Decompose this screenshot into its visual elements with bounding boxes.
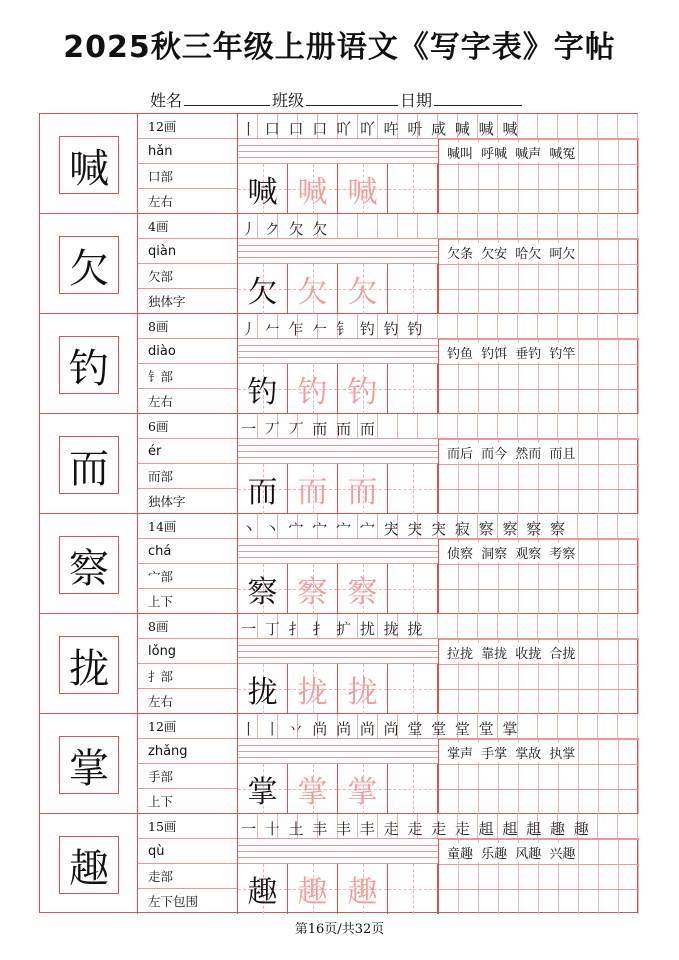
pinyin: hǎn bbox=[138, 139, 237, 164]
char-row bbox=[40, 714, 639, 814]
vocab-words: 而后 而今 然而 而且 bbox=[445, 443, 577, 462]
grid-cell-blank[interactable] bbox=[388, 664, 438, 714]
grid-cell-model: 钓 bbox=[238, 364, 288, 414]
grid-cell-trace[interactable]: 察 bbox=[338, 564, 388, 614]
char-row bbox=[40, 614, 639, 714]
stroke-order: 丿 ク 欠 欠 bbox=[241, 220, 330, 238]
structure: 独体字 bbox=[148, 294, 186, 309]
stroke-order: 丶 丶 宀 宀 宀 宀 宊 宊 宊 寂 察 察 察 察 bbox=[241, 520, 567, 538]
tian-grid bbox=[238, 664, 438, 714]
structure: 上下 bbox=[148, 794, 174, 809]
model-char-cell bbox=[40, 714, 138, 813]
radical: 口部 bbox=[138, 164, 237, 189]
stroke-order-bar bbox=[238, 514, 639, 539]
grid-cell-model: 而 bbox=[238, 464, 288, 514]
grid-cell-blank[interactable] bbox=[388, 264, 438, 314]
grid-cell-trace[interactable]: 拢 bbox=[288, 664, 338, 714]
practice-area bbox=[238, 814, 639, 914]
page-number: 第16页/共32页 bbox=[294, 922, 385, 937]
grid-cell-trace[interactable]: 而 bbox=[288, 464, 338, 514]
stroke-count: 12画 bbox=[138, 114, 237, 139]
radical: 走部 bbox=[138, 864, 237, 889]
model-char-cell bbox=[40, 114, 138, 213]
grid-cell-trace[interactable]: 欠 bbox=[338, 264, 388, 314]
vocab-words: 拉拢 靠拢 收拢 合拢 bbox=[445, 643, 577, 662]
pinyin-lines bbox=[238, 439, 438, 464]
model-char: 察 bbox=[59, 536, 119, 594]
model-char: 钓 bbox=[59, 336, 119, 394]
class-label: 班级 bbox=[272, 91, 305, 110]
grid-cell-blank[interactable] bbox=[388, 364, 438, 414]
char-info bbox=[138, 614, 238, 713]
practice-sheet bbox=[39, 113, 638, 913]
stroke-order: 丨 丨 丷 尚 尚 尚 尚 堂 堂 堂 堂 掌 bbox=[241, 720, 520, 738]
grid-cell-trace[interactable]: 掌 bbox=[288, 764, 338, 814]
stroke-order-bar bbox=[238, 214, 639, 239]
model-char: 欠 bbox=[59, 236, 119, 294]
tian-grid bbox=[238, 264, 438, 314]
structure: 左下包围 bbox=[148, 894, 199, 909]
stroke-order: 一 十 土 丰 丰 丰 走 走 走 走 趄 趄 趄 趣 趣 bbox=[241, 820, 591, 838]
char-info bbox=[138, 714, 238, 813]
vocab-words: 钓鱼 钓饵 垂钓 钓竿 bbox=[445, 343, 577, 362]
model-char: 而 bbox=[59, 436, 119, 494]
page-title: 2025秋三年级上册语文《写字表》字帖 bbox=[63, 30, 616, 65]
grid-cell-model: 喊 bbox=[238, 164, 288, 214]
tian-grid bbox=[238, 764, 438, 814]
grid-cell-trace[interactable]: 趣 bbox=[288, 864, 338, 914]
char-row bbox=[40, 414, 639, 514]
radical: 欠部 bbox=[138, 264, 237, 289]
vocab-words: 喊叫 呼喊 喊声 喊冤 bbox=[445, 143, 577, 162]
model-char-cell bbox=[40, 614, 138, 713]
tian-grid bbox=[238, 164, 438, 214]
pinyin: qù bbox=[138, 839, 237, 864]
structure: 左右 bbox=[148, 194, 174, 209]
stroke-count: 14画 bbox=[138, 514, 237, 539]
structure: 左右 bbox=[148, 394, 174, 409]
grid-cell-trace[interactable]: 喊 bbox=[338, 164, 388, 214]
pinyin-lines bbox=[238, 339, 438, 364]
tian-grid bbox=[238, 564, 438, 614]
char-row bbox=[40, 314, 639, 414]
stroke-order-bar bbox=[238, 814, 639, 839]
pinyin-lines bbox=[238, 739, 438, 764]
pinyin-lines bbox=[238, 239, 438, 264]
grid-cell-blank[interactable] bbox=[388, 764, 438, 814]
practice-area bbox=[238, 214, 639, 313]
date-label: 日期 bbox=[400, 91, 433, 110]
stroke-order: 丿 𠂉 乍 𠂉 钅 钓 钓 钓 bbox=[241, 320, 425, 338]
vocab-area bbox=[438, 839, 639, 914]
tian-grid bbox=[238, 364, 438, 414]
model-char: 喊 bbox=[59, 136, 119, 194]
grid-cell-blank[interactable] bbox=[388, 564, 438, 614]
pinyin-lines bbox=[238, 839, 438, 864]
stroke-count: 12画 bbox=[138, 714, 237, 739]
grid-cell-trace[interactable]: 掌 bbox=[338, 764, 388, 814]
practice-area bbox=[238, 614, 639, 713]
vocab-words: 侦察 洞察 观察 考察 bbox=[445, 543, 577, 562]
practice-area bbox=[238, 714, 639, 813]
grid-cell-trace[interactable]: 察 bbox=[288, 564, 338, 614]
stroke-order-bar bbox=[238, 314, 639, 339]
char-info bbox=[138, 214, 238, 313]
char-info bbox=[138, 314, 238, 413]
model-char: 趣 bbox=[59, 836, 119, 894]
structure: 上下 bbox=[148, 594, 174, 609]
char-info bbox=[138, 514, 238, 613]
name-label: 姓名 bbox=[150, 91, 183, 110]
pinyin: chá bbox=[138, 539, 237, 564]
grid-cell-model: 掌 bbox=[238, 764, 288, 814]
stroke-count: 6画 bbox=[138, 414, 237, 439]
grid-cell-blank[interactable] bbox=[388, 164, 438, 214]
vocab-area bbox=[438, 439, 639, 514]
pinyin: qiàn bbox=[138, 239, 237, 264]
vocab-area bbox=[438, 739, 639, 814]
stroke-order: 一 丁 扌 扌 扩 扰 拢 拢 bbox=[241, 620, 425, 638]
model-char-cell bbox=[40, 514, 138, 613]
grid-cell-model: 察 bbox=[238, 564, 288, 614]
tian-grid bbox=[238, 864, 438, 914]
vocab-area bbox=[438, 139, 639, 214]
name-blank[interactable] bbox=[184, 91, 270, 106]
stroke-order-bar bbox=[238, 414, 639, 439]
pinyin-lines bbox=[238, 639, 438, 664]
model-char: 掌 bbox=[59, 736, 119, 794]
vocab-area bbox=[438, 639, 639, 714]
radical: 而部 bbox=[138, 464, 237, 489]
pinyin-lines bbox=[238, 139, 438, 164]
radical: 宀部 bbox=[138, 564, 237, 589]
char-info bbox=[138, 114, 238, 213]
stroke-order-bar bbox=[238, 114, 639, 139]
grid-cell-model: 欠 bbox=[238, 264, 288, 314]
grid-cell-trace[interactable]: 钓 bbox=[338, 364, 388, 414]
practice-area bbox=[238, 514, 639, 613]
practice-area bbox=[238, 314, 639, 413]
practice-area bbox=[238, 414, 639, 513]
char-info bbox=[138, 814, 238, 914]
pinyin: zhǎng bbox=[138, 739, 237, 764]
pinyin: lǒng bbox=[138, 639, 237, 664]
stroke-count: 15画 bbox=[138, 814, 237, 839]
vocab-words: 掌声 手掌 掌故 执掌 bbox=[445, 743, 577, 762]
vocab-words: 欠条 欠安 哈欠 呵欠 bbox=[445, 243, 577, 262]
grid-cell-trace[interactable]: 喊 bbox=[288, 164, 338, 214]
grid-cell-trace[interactable]: 钓 bbox=[288, 364, 338, 414]
stroke-order-bar bbox=[238, 614, 639, 639]
stroke-count: 4画 bbox=[138, 214, 237, 239]
tian-grid bbox=[238, 464, 438, 514]
vocab-area bbox=[438, 239, 639, 314]
vocab-area bbox=[438, 339, 639, 414]
vocab-area bbox=[438, 539, 639, 614]
structure: 左右 bbox=[148, 694, 174, 709]
pinyin: ér bbox=[138, 439, 237, 464]
structure: 独体字 bbox=[148, 494, 186, 509]
stroke-order: 一 丆 丆 而 而 而 bbox=[241, 420, 377, 438]
char-row bbox=[40, 514, 639, 614]
stroke-count: 8画 bbox=[138, 614, 237, 639]
pinyin: diào bbox=[138, 339, 237, 364]
model-char-cell bbox=[40, 314, 138, 413]
char-info bbox=[138, 414, 238, 513]
stroke-order: 丨 口 口 口 吖 吖 吘 呏 咸 喊 喊 喊 bbox=[241, 120, 520, 138]
class-blank[interactable] bbox=[306, 91, 398, 106]
char-row bbox=[40, 814, 639, 914]
stroke-count: 8画 bbox=[138, 314, 237, 339]
model-char: 拢 bbox=[59, 636, 119, 694]
grid-cell-trace[interactable]: 拢 bbox=[338, 664, 388, 714]
grid-cell-model: 趣 bbox=[238, 864, 288, 914]
radical: 扌部 bbox=[138, 664, 237, 689]
radical: 手部 bbox=[138, 764, 237, 789]
pinyin-lines bbox=[238, 539, 438, 564]
char-row bbox=[40, 214, 639, 314]
grid-cell-trace[interactable]: 趣 bbox=[338, 864, 388, 914]
grid-cell-trace[interactable]: 而 bbox=[338, 464, 388, 514]
date-blank[interactable] bbox=[434, 91, 522, 106]
student-info bbox=[150, 88, 524, 111]
practice-area bbox=[238, 114, 639, 213]
model-char-cell bbox=[40, 814, 138, 914]
vocab-words: 童趣 乐趣 风趣 兴趣 bbox=[445, 843, 577, 862]
model-char-cell bbox=[40, 214, 138, 313]
grid-cell-blank[interactable] bbox=[388, 864, 438, 914]
char-row bbox=[40, 114, 639, 214]
grid-cell-model: 拢 bbox=[238, 664, 288, 714]
grid-cell-trace[interactable]: 欠 bbox=[288, 264, 338, 314]
stroke-order-bar bbox=[238, 714, 639, 739]
radical: 钅部 bbox=[138, 364, 237, 389]
grid-cell-blank[interactable] bbox=[388, 464, 438, 514]
model-char-cell bbox=[40, 414, 138, 513]
